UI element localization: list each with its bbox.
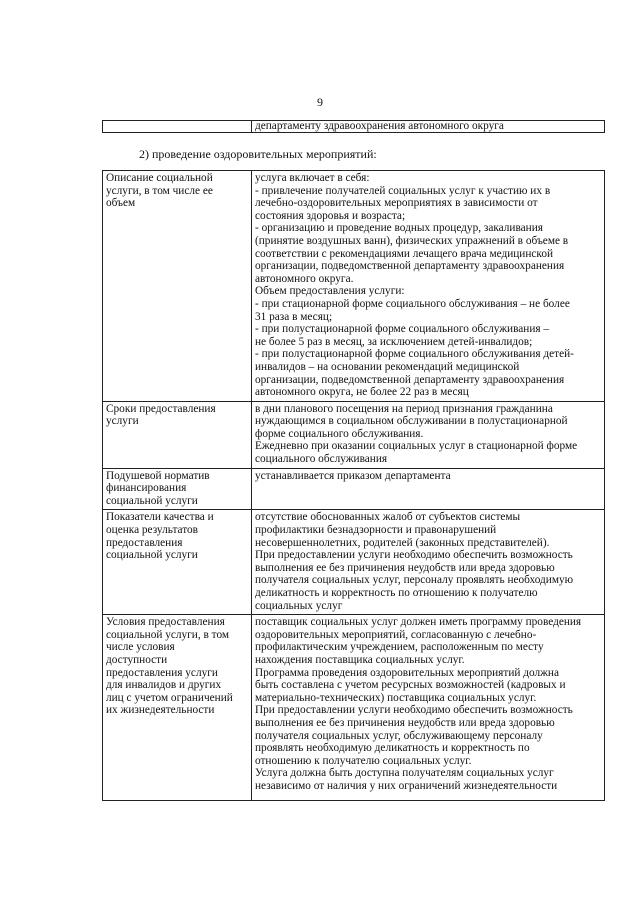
content-cell (252, 171, 605, 402)
cell-line: финансирования (106, 482, 187, 495)
cell-line: получателя социальных услуг, персоналу проявлять необходимую (255, 574, 574, 587)
cell-line: оздоровительных мероприятий, согласованную с лечебно- (255, 628, 537, 641)
content-cell (252, 468, 605, 510)
cell-line: - привлечение получателей социальных услуг к участию их в (255, 184, 551, 197)
label-cell (103, 121, 252, 133)
cell-line: получателя социальных услуг, обслуживающему персоналу (255, 729, 543, 742)
cell-line: При предоставлении услуги необходимо обеспечить возможность (255, 549, 573, 562)
cell-line: Подушевой норматив (106, 469, 210, 482)
label-cell (103, 171, 252, 402)
cell-line: услуги (106, 415, 139, 428)
cell-line: материально-технических) поставщика социальных услуг. (255, 691, 537, 704)
label-cell (103, 468, 252, 510)
cell-line: организации, подведомственной департаменту здравоохранения (255, 373, 565, 386)
cell-line: в дни планового посещения на период признания гражданина (255, 402, 553, 415)
cell-line: независимо от наличия у них ограничений жизнедеятельности (255, 779, 558, 792)
cell-line: социальной услуги (106, 549, 198, 562)
cell-line: Ежедневно при оказании социальных услуг в стационарной форме (255, 440, 578, 453)
cell-line: предоставления услуги (106, 666, 218, 679)
service-table (102, 170, 605, 801)
content-cell (252, 121, 605, 133)
cell-line: проявлять необходимую деликатность и корректность по (255, 742, 530, 755)
cell-line: доступности (106, 653, 168, 666)
cell-line: состояния здоровья и возраста; (255, 209, 406, 222)
cell-line: отношению к получателю социальных услуг. (255, 754, 472, 767)
cell-line: департаменту здравоохранения автономного округа (255, 120, 504, 132)
label-cell (103, 510, 252, 615)
label-cell (103, 401, 252, 468)
table-row (103, 171, 605, 402)
cell-line: инвалидов – на основании рекомендаций медицинской (255, 360, 520, 373)
cell-line: социального обслуживания (255, 453, 388, 466)
cell-line: - при стационарной форме социального обслуживания – не более (255, 297, 570, 310)
cell-line: предоставления (106, 536, 183, 549)
cell-line: Сроки предоставления (106, 402, 216, 415)
cell-line: объем (106, 197, 136, 210)
cell-line: социальных услуг (255, 599, 343, 612)
cell-line: соответствии с рекомендациями лечащего врача медицинской (255, 247, 554, 260)
section-title: 2) проведение оздоровительных мероприятий: (139, 147, 377, 161)
cell-line: для инвалидов и других (106, 679, 222, 692)
cell-line: нуждающимся в социальном обслуживании в полустационарной (255, 415, 568, 428)
cell-line: (принятие воздушных ванн), физических упражнений в объеме в (255, 234, 569, 247)
cell-line: отсутствие обоснованных жалоб от субъектов системы (255, 511, 521, 524)
cell-line: числе условия (106, 641, 175, 654)
cell-line: быть составлена с учетом ресурсных возможностей (кадровых и (255, 679, 566, 692)
cell-line: социальной услуги, в том (106, 628, 230, 641)
cell-line: организации, подведомственной департаменту здравоохранения (255, 260, 565, 273)
cell-line: форме социального обслуживания. (255, 427, 424, 440)
table-row (103, 615, 605, 801)
cell-line: выполнения ее без причинения неудобств или вреда здоровью (255, 561, 555, 574)
cell-line: выполнения ее без причинения неудобств или вреда здоровью (255, 716, 555, 729)
content-cell (252, 510, 605, 615)
cell-line: не более 5 раз в месяц, за исключением детей-инвалидов; (255, 335, 533, 348)
cell-line: Услуга должна быть доступна получателям социальных услуг (255, 767, 554, 780)
page-number: 9 (317, 95, 323, 109)
cell-line: - при полустационарной форме социального обслуживания – (255, 323, 550, 336)
cell-line: деликатность и корректность по отношению к получателю (255, 587, 538, 599)
cell-line: их жизнедеятельности (106, 704, 215, 717)
cell-line: Описание социальной (106, 172, 213, 184)
cell-line: При предоставлении услуги необходимо обеспечить возможность (255, 704, 573, 717)
cell-line: - организацию и проведение водных процедур, закаливания (255, 222, 543, 235)
content-cell (252, 401, 605, 468)
continuation-table (102, 120, 605, 133)
cell-line: социальной услуги (106, 494, 198, 507)
cell-line: Объем предоставления услуги: (255, 285, 405, 298)
content-cell (252, 615, 605, 801)
table-row (103, 121, 605, 133)
cell-line: лечебно-оздоровительных мероприятиях в зависимости от (255, 197, 538, 210)
cell-line: профилактики безнадзорности и правонарушений (255, 524, 497, 537)
cell-line: нахождения поставщика социальных услуг. (255, 653, 465, 666)
cell-line: Программа проведения оздоровительных мероприятий должна (255, 666, 559, 679)
cell-line: услуги, в том числе ее (106, 184, 213, 197)
cell-line: поставщик социальных услуг должен иметь программу проведения (255, 616, 582, 629)
cell-line: - при полустационарной форме социального обслуживания детей- (255, 348, 574, 361)
cell-line: автономного округа, не более 22 раз в месяц (255, 386, 469, 399)
cell-line: услуга включает в себя: (255, 172, 370, 184)
cell-line: 31 раза в месяц; (255, 310, 333, 323)
cell-line: оценка результатов (106, 524, 199, 537)
table-row (103, 401, 605, 468)
label-cell (103, 615, 252, 801)
table-row (103, 468, 605, 510)
cell-line: несовершеннолетних, родителей (законных представителей). (255, 536, 550, 549)
cell-line: Условия предоставления (106, 616, 225, 629)
cell-line: профилактическим учреждением, расположенным по месту (255, 641, 544, 654)
cell-line: Показатели качества и (106, 511, 214, 524)
cell-line: устанавливается приказом департамента (255, 469, 451, 482)
table-row (103, 510, 605, 615)
cell-line: лиц с учетом ограничений (106, 691, 233, 704)
cell-line: автономного округа. (255, 272, 354, 285)
